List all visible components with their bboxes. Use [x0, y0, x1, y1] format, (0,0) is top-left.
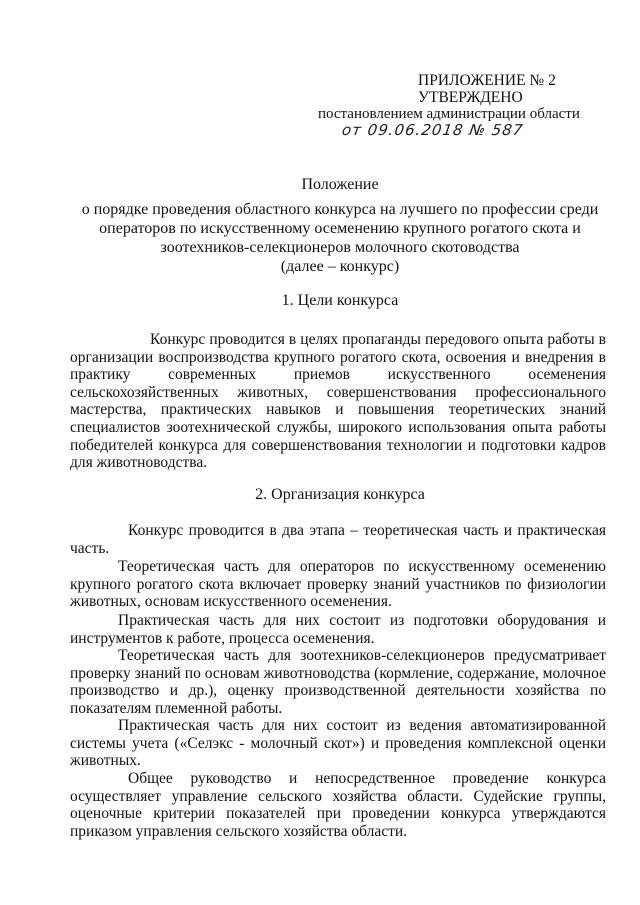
document-title: Положение — [301, 176, 379, 193]
subtitle-line: о порядке проведения областного конкурса на лучшего по профессии среди — [81, 201, 599, 218]
section-2-heading: 2. Организация конкурса — [255, 486, 425, 503]
section-1-paragraph: Конкурс проводится в целях пропаганды передового опыта работы в организации воспроизводства крупного рогатого скота, освоения и внедрения в практику современных приемов искусственного осеменения сельскохозяйственных животных, совершенствования профессионального мастерства, практических навыков и повышения теоретических знаний специалистов зоотехнической службы, широкого использования опыта работы победителей конкурса для совершенствования технологии и подготовки кадров для животноводства. — [70, 331, 606, 472]
section-2-paragraph: Конкурс проводится в два этапа – теоретическая часть и практическая часть. — [70, 522, 606, 557]
subtitle-line: зоотехников-селекционеров молочного скотоводства — [160, 239, 520, 256]
approval-header — [316, 72, 606, 139]
subtitle-line: операторов по искусственному осеменению крупного рогатого скота и — [99, 220, 581, 237]
section-2-paragraph: Общее руководство и непосредственное проведение конкурса осуществляет управление сельского хозяйства области. Судейские группы, оценочные критерии показателей при проведении конкурса утверждаются приказом управления сельского хозяйства области. — [70, 770, 606, 840]
handwritten-decree-ref: от 09.06.2018 № 587 — [340, 121, 525, 139]
section-1-heading: 1. Цели конкурса — [281, 292, 399, 309]
section-2-paragraph: Практическая часть для них состоит из подготовки оборудования и инструментов к работе, процесса осеменения. — [70, 612, 606, 647]
decree-line: постановлением администрации области — [318, 106, 580, 122]
subtitle-line: (далее – конкурс) — [280, 258, 400, 275]
appendix-label: ПРИЛОЖЕНИЕ № 2 — [418, 72, 556, 89]
approved-label: УТВЕРЖДЕНО — [418, 89, 523, 106]
section-2-paragraph: Теоретическая часть для операторов по искусственному осеменению крупного рогатого скота включает проверку знаний участников по физиологии животных, основам искусственного осеменения. — [70, 558, 606, 611]
section-2-paragraph: Теоретическая часть для зоотехников-селекционеров предусматривает проверку знаний по основам животноводства (кормление, содержание, молочное производство и др.), оценку производственной деятельности хозяйства по показателям племенной работы. — [70, 647, 606, 717]
title-block — [70, 175, 610, 276]
section-2-paragraph: Практическая часть для них состоит из ведения автоматизированной системы учета («Селэкс - молочный скот») и проведения комплексной оценки животных. — [70, 717, 606, 770]
